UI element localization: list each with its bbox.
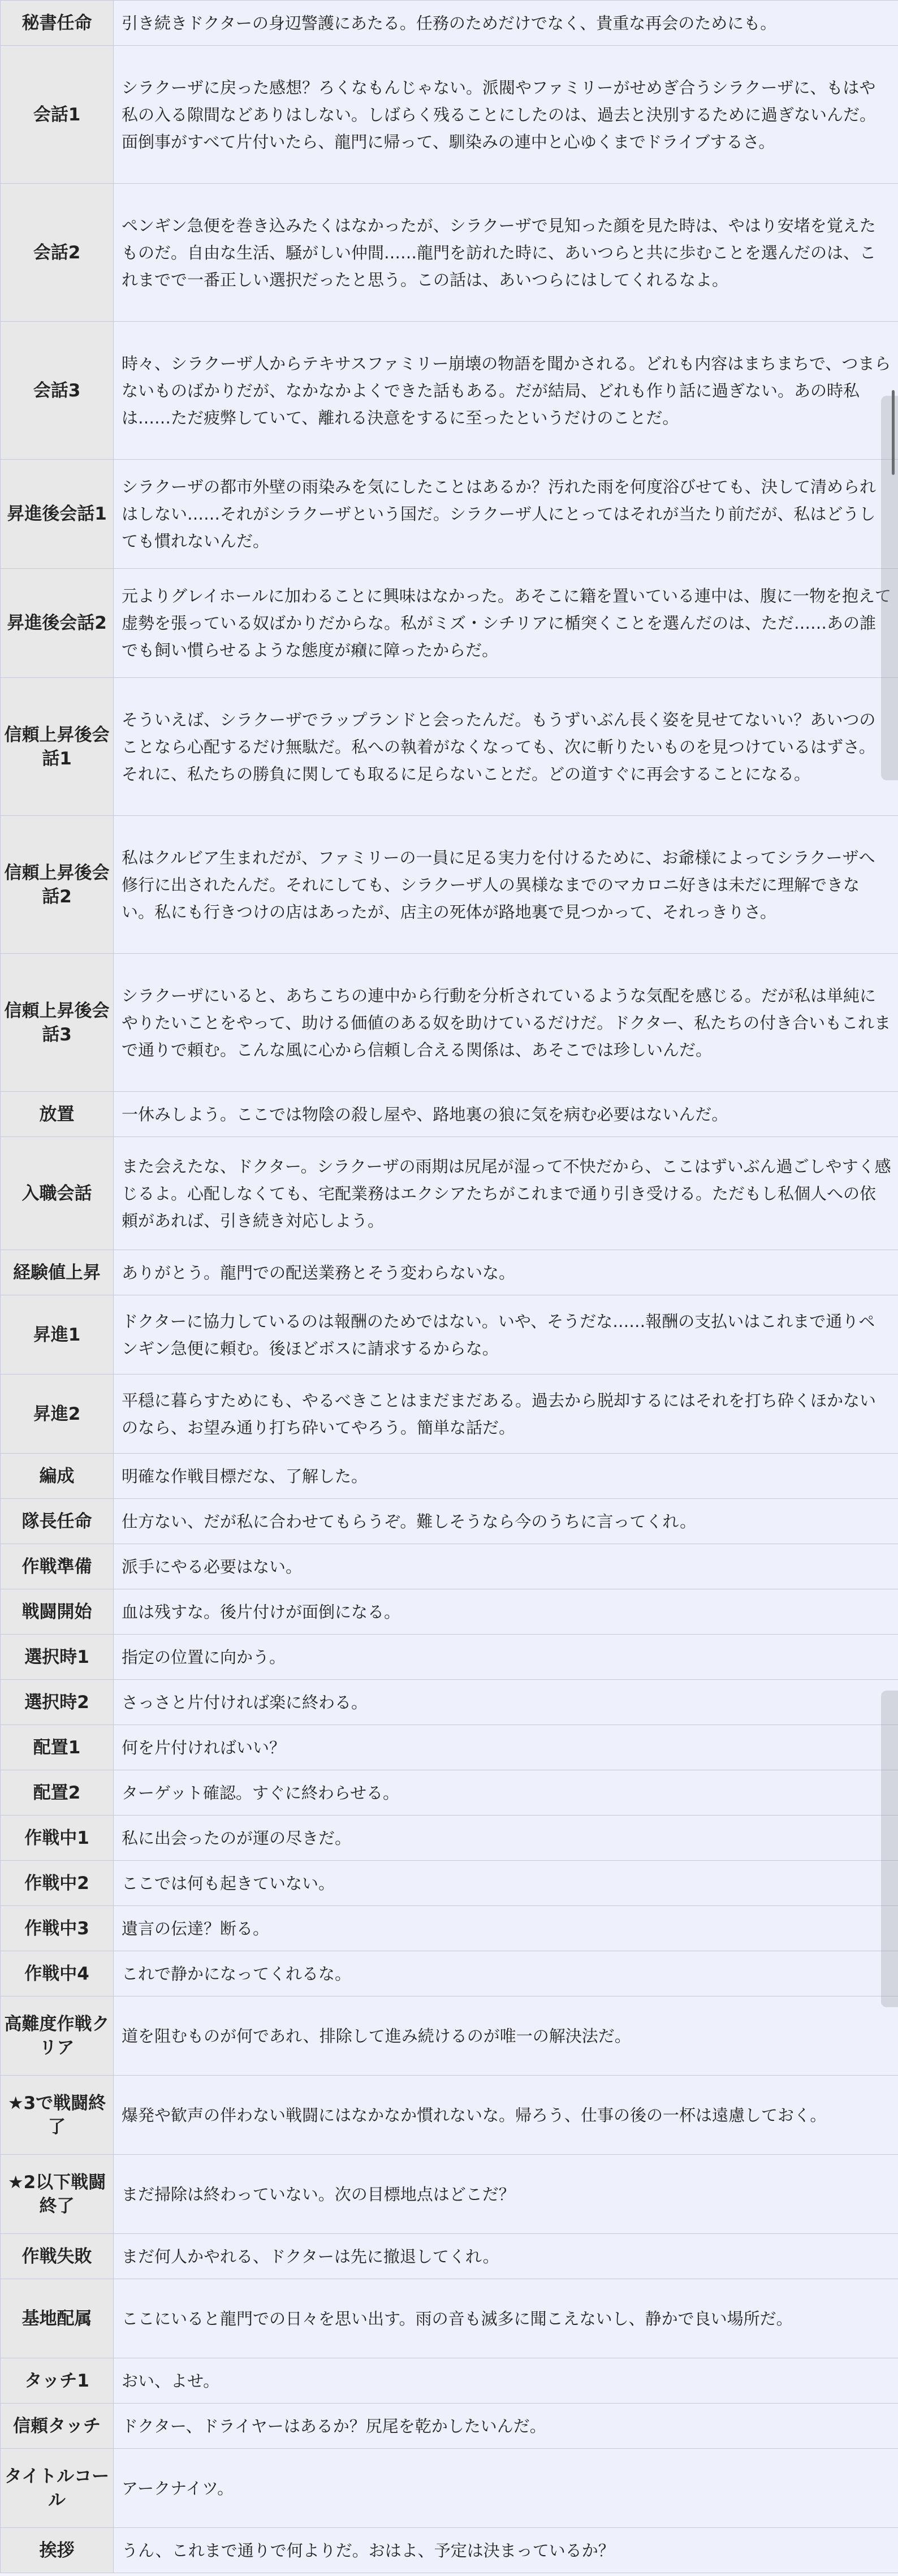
row-label: 作戦中3 [1,1906,114,1951]
row-text: 派手にやる必要はない。 [114,1544,898,1589]
table-row [1,2404,898,2449]
row-text: シラクーザに戻った感想？ろくなもんじゃない。派閥やファミリーがせめぎ合うシラクーザに、もはや私の入る隙間などありはしない。しばらく残ることにしたのは、過去と決別するために過ぎないんだ。面倒事がすべて片付いたら、龍門に帰って、馴染みの連中と心ゆくまでドライブするさ。 [114,46,898,184]
row-text: そういえば、シラクーザでラップランドと会ったんだ。もうずいぶん長く姿を見せてないい？あいつのことなら心配するだけ無駄だ。私への執着がなくなっても、次に斬りたいものを見つけているはずさ。それに、私たちの勝負に関しても取るに足らないことだ。どの道すぐに再会することになる。 [114,678,898,816]
row-text: 時々、シラクーザ人からテキサスファミリー崩壊の物語を聞かされる。どれも内容はまちまちで、つまらないものばかりだが、なかなかよくできた話もある。だが結局、どれも作り話に過ぎない。あの時私は……ただ疲弊していて、離れる決意をするに至ったというだけのことだ。 [114,322,898,460]
row-label: 挨拶 [1,2528,114,2573]
row-label: 編成 [1,1454,114,1499]
row-text: 引き続きドクターの身辺警護にあたる。任務のためだけでなく、貴重な再会のためにも。 [114,1,898,46]
row-text: 仕方ない、だが私に合わせてもらうぞ。難しそうなら今のうちに言ってくれ。 [114,1499,898,1544]
row-label: 秘書任命 [1,1,114,46]
row-text: ターゲット確認。すぐに終わらせる。 [114,1770,898,1816]
table-row [1,1861,898,1906]
row-text: シラクーザの都市外壁の雨染みを気にしたことはあるか？汚れた雨を何度浴びせても、決して清められはしない……それがシラクーザという国だ。シラクーザ人にとってはそれが当たり前だが、私はどうしても慣れないんだ。 [114,460,898,569]
row-text: ここでは何も起きていない。 [114,1861,898,1906]
table-row [1,569,898,678]
row-label: 昇進後会話1 [1,460,114,569]
row-text: 遺言の伝達？断る。 [114,1906,898,1951]
table-row [1,460,898,569]
table-row [1,1544,898,1589]
table-row [1,1589,898,1635]
table-row [1,2358,898,2404]
row-text: ドクター、ドライヤーはあるか？尻尾を乾かしたいんだ。 [114,2404,898,2449]
table-row [1,1906,898,1951]
row-text: ドクターに協力しているのは報酬のためではない。いや、そうだな……報酬の支払いはこれまで通りペンギン急便に頼む。後ほどボスに請求するからな。 [114,1295,898,1375]
table-row [1,1454,898,1499]
table-row [1,1816,898,1861]
scroll-position-indicator [892,390,895,475]
table-row [1,2234,898,2279]
table-row [1,184,898,322]
table-row [1,1250,898,1295]
row-label: 昇進2 [1,1375,114,1454]
row-text: 爆発や歓声の伴わない戦闘にはなかなか慣れないな。帰ろう、仕事の後の一杯は遠慮しておく。 [114,2076,898,2155]
table-row [1,1635,898,1680]
row-text: 私に出会ったのが運の尽きだ。 [114,1816,898,1861]
row-text: 平穏に暮らすためにも、やるべきことはまだまだある。過去から脱却するにはそれを打ち砕くほかないのなら、お望み通り打ち砕いてやろう。簡単な話だ。 [114,1375,898,1454]
row-label: 昇進後会話2 [1,569,114,678]
row-text: 指定の位置に向かう。 [114,1635,898,1680]
row-text: また会えたな、ドクター。シラクーザの雨期は尻尾が湿って不快だから、ここはずいぶん過ごしやすく感じるよ。心配しなくても、宅配業務はエクシアたちがこれまで通り引き受ける。ただもし私個人への依頼があれば、引き続き対応しよう。 [114,1137,898,1250]
table-row [1,1951,898,1996]
table-row [1,2076,898,2155]
row-label: 放置 [1,1092,114,1137]
row-label: 高難度作戦クリア [1,1996,114,2076]
row-label: タイトルコール [1,2449,114,2528]
table-row [1,1725,898,1770]
row-label: 配置2 [1,1770,114,1816]
row-text: さっさと片付ければ楽に終わる。 [114,1680,898,1725]
row-label: 信頼上昇後会話2 [1,816,114,954]
table-row [1,2279,898,2358]
table-row [1,2528,898,2573]
row-label: 信頼タッチ [1,2404,114,2449]
table-row [1,1770,898,1816]
row-text: 一休みしよう。ここでは物陰の殺し屋や、路地裏の狼に気を病む必要はないんだ。 [114,1092,898,1137]
table-row [1,1,898,46]
table-row [1,1680,898,1725]
row-label: 隊長任命 [1,1499,114,1544]
row-text: 何を片付ければいい？ [114,1725,898,1770]
scrollbar-track-upper[interactable] [881,396,898,780]
table-row [1,2449,898,2528]
table-row [1,1092,898,1137]
row-label: 基地配属 [1,2279,114,2358]
table-row [1,678,898,816]
row-text: まだ掃除は終わっていない。次の目標地点はどこだ？ [114,2155,898,2234]
row-label: 作戦中1 [1,1816,114,1861]
table-row [1,1375,898,1454]
row-text: ありがとう。龍門での配送業務とそう変わらないな。 [114,1250,898,1295]
row-label: 選択時2 [1,1680,114,1725]
row-text: 元よりグレイホールに加わることに興味はなかった。あそこに籍を置いている連中は、腹に一物を抱えて虚勢を張っている奴ばかりだからな。私がミズ・シチリアに楯突くことを選んだのは、ただ……あの誰でも飼い慣らせるような態度が癪に障ったからだ。 [114,569,898,678]
row-label: 作戦中4 [1,1951,114,1996]
table-row [1,1137,898,1250]
row-label: 作戦失敗 [1,2234,114,2279]
row-text: ここにいると龍門での日々を思い出す。雨の音も滅多に聞こえないし、静かで良い場所だ。 [114,2279,898,2358]
row-label: 作戦準備 [1,1544,114,1589]
table-row [1,322,898,460]
row-text: 明確な作戦目標だな、了解した。 [114,1454,898,1499]
row-text: 私はクルビア生まれだが、ファミリーの一員に足る実力を付けるために、お爺様によってシラクーザへ修行に出されたんだ。それにしても、シラクーザ人の異様なまでのマカロニ好きは未だに理解できない。私にも行きつけの店はあったが、店主の死体が路地裏で見つかって、それっきりさ。 [114,816,898,954]
row-label: 経験値上昇 [1,1250,114,1295]
row-label: ★3で戦闘終了 [1,2076,114,2155]
row-text: 血は残すな。後片付けが面倒になる。 [114,1589,898,1635]
row-text: 道を阻むものが何であれ、排除して進み続けるのが唯一の解決法だ。 [114,1996,898,2076]
row-text: シラクーザにいると、あちこちの連中から行動を分析されているような気配を感じる。だが私は単純にやりたいことをやって、助ける価値のある奴を助けているだけだ。ドクター、私たちの付き合いもこれまで通りで頼む。こんな風に心から信頼し合える関係は、あそこでは珍しいんだ。 [114,954,898,1092]
table-row [1,2155,898,2234]
row-label: 会話2 [1,184,114,322]
row-text: これで静かになってくれるな。 [114,1951,898,1996]
table-row [1,954,898,1092]
scrollbar-track-lower[interactable] [881,1691,898,2007]
row-text: アークナイツ。 [114,2449,898,2528]
table-row [1,816,898,954]
row-label: タッチ1 [1,2358,114,2404]
table-row [1,1499,898,1544]
row-label: 会話3 [1,322,114,460]
row-text: うん、これまで通りで何よりだ。おはよ、予定は決まっているか？ [114,2528,898,2573]
row-text: まだ何人かやれる、ドクターは先に撤退してくれ。 [114,2234,898,2279]
row-text: おい、よせ。 [114,2358,898,2404]
row-label: 信頼上昇後会話1 [1,678,114,816]
row-label: ★2以下戦闘終了 [1,2155,114,2234]
table-row [1,46,898,184]
table-row [1,1295,898,1375]
row-label: 配置1 [1,1725,114,1770]
row-label: 昇進1 [1,1295,114,1375]
row-label: 選択時1 [1,1635,114,1680]
row-label: 会話1 [1,46,114,184]
row-text: ペンギン急便を巻き込みたくはなかったが、シラクーザで見知った顔を見た時は、やはり安堵を覚えたものだ。自由な生活、騒がしい仲間……龍門を訪れた時に、あいつらと共に歩むことを選んだのは、これまでで一番正しい選択だったと思う。この話は、あいつらにはしてくれるなよ。 [114,184,898,322]
row-label: 作戦中2 [1,1861,114,1906]
row-label: 入職会話 [1,1137,114,1250]
row-label: 信頼上昇後会話3 [1,954,114,1092]
row-label: 戦闘開始 [1,1589,114,1635]
table-row [1,1996,898,2076]
